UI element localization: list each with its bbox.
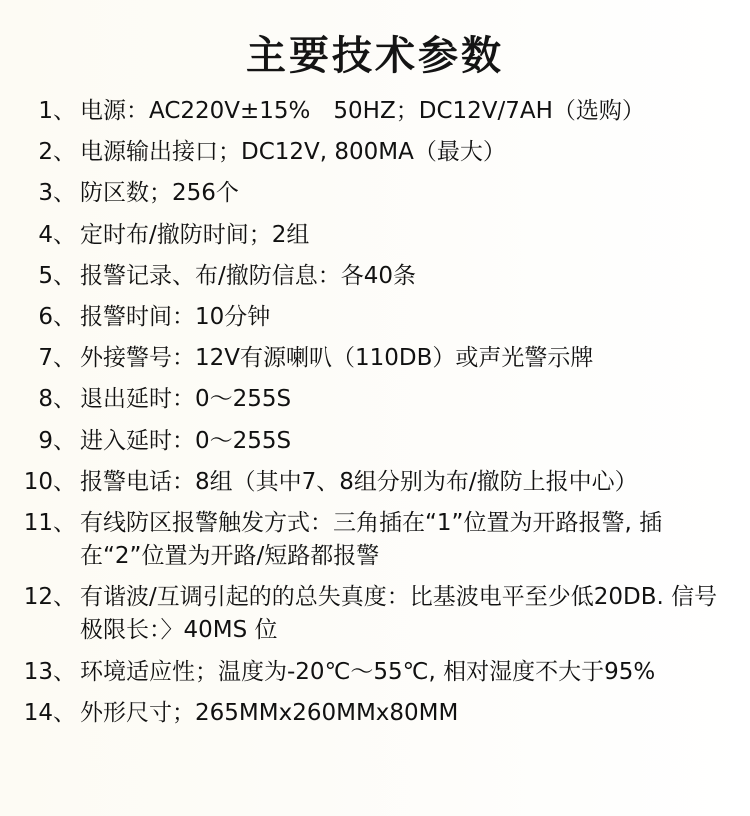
list-item-text: 定时布/撤防时间；2组: [80, 221, 310, 248]
list-item: [18, 466, 736, 498]
list-item: [18, 507, 736, 572]
list-item-number: 6、: [38, 303, 76, 330]
list-item: [18, 301, 736, 333]
list-item-number: 14、: [23, 699, 76, 726]
list-item-number: 12、: [23, 584, 76, 611]
list-item-text: 报警记录、布/撤防信息：各40条: [80, 262, 417, 289]
list-item-number: 10、: [23, 468, 76, 495]
list-item: [18, 177, 736, 209]
list-item-text: 防区数；256个: [80, 180, 239, 207]
list-item-number: 3、: [38, 180, 76, 207]
list-item-number: 2、: [38, 139, 76, 166]
list-item: [18, 260, 736, 292]
list-item-number: 11、: [23, 509, 76, 536]
list-item-text: 有谐波/互调引起的的总失真度：比基波电平至少低20DB. 信号极限长：〉40MS 位: [80, 584, 718, 643]
list-item-number: 7、: [38, 345, 76, 372]
spec-list: [8, 95, 742, 729]
list-item: [18, 656, 736, 688]
list-item-text: 环境适应性；温度为-20℃～55℃, 相对湿度不大于95%: [80, 658, 656, 685]
list-item-number: 5、: [38, 262, 76, 289]
list-item: [18, 219, 736, 251]
list-item: [18, 95, 736, 127]
list-item-text: 报警电话：8组（其中7、8组分别为布/撤防上报中心）: [80, 468, 638, 495]
list-item: [18, 342, 736, 374]
list-item-text: 外形尺寸；265MMx260MMx80MM: [80, 699, 459, 726]
list-item-text: 退出延时：0～255S: [80, 386, 292, 413]
list-item: [18, 425, 736, 457]
list-item-text: 进入延时：0～255S: [80, 427, 292, 454]
page-title: 主要技术参数: [246, 33, 504, 79]
list-item-number: 9、: [38, 427, 76, 454]
list-item: [18, 383, 736, 415]
list-item-number: 1、: [38, 98, 76, 124]
list-item: [18, 136, 736, 168]
list-item-text: 报警时间：10分钟: [80, 303, 271, 330]
list-item-number: 13、: [23, 658, 76, 685]
list-item-number: 4、: [38, 221, 76, 248]
list-item-text: 有线防区报警触发方式：三角插在“1”位置为开路报警, 插在“2”位置为开路/短路都报警: [80, 509, 663, 569]
list-item-number: 8、: [38, 386, 76, 413]
list-item-text: 电源：AC220V±15% 50HZ；DC12V/7AH（选购）: [80, 98, 645, 124]
list-item-text: 外接警号：12V有源喇叭（110DB）或声光警示牌: [80, 345, 594, 372]
list-item: [18, 581, 736, 646]
list-item-text: 电源输出接口；DC12V, 800MA（最大）: [80, 139, 506, 166]
list-item: [18, 697, 736, 729]
